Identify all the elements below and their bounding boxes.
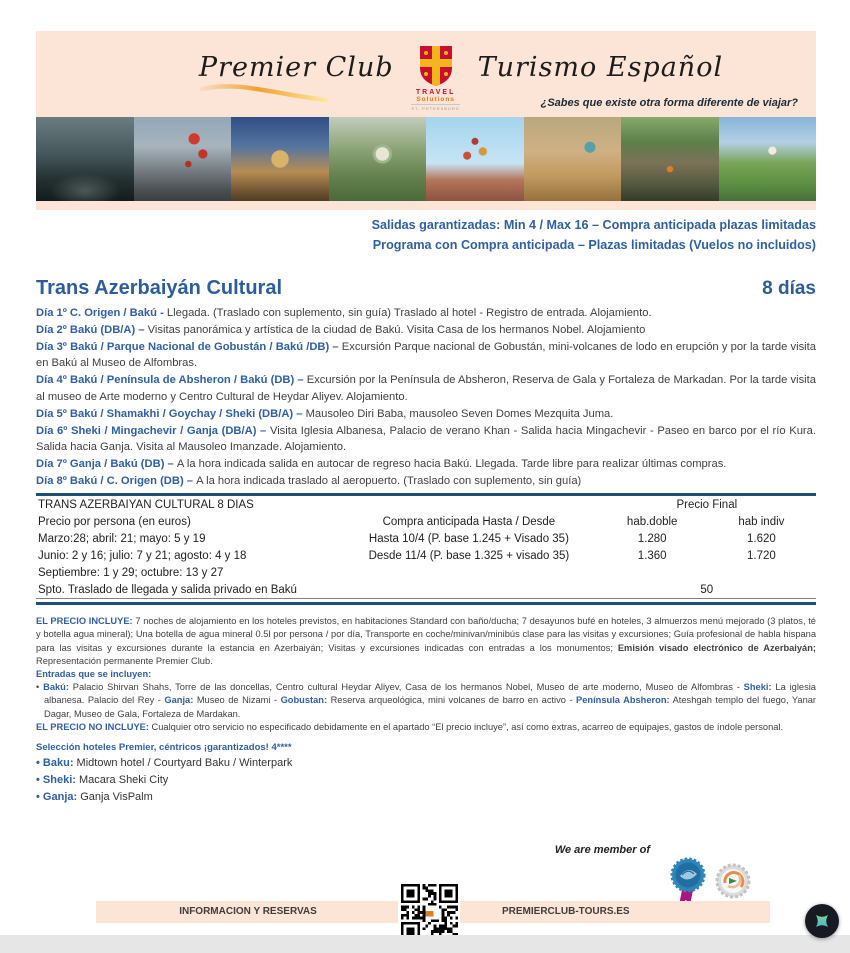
itinerary-day xyxy=(36,322,816,339)
photo-st-basils-cathedral xyxy=(426,117,524,201)
entradas-heading: Entradas que se incluyen: xyxy=(36,669,152,680)
photo-desert-old-city xyxy=(524,117,622,201)
hotel-item xyxy=(36,755,816,772)
bullet-icon: • xyxy=(36,791,43,804)
col-header-persona: Precio por persona (en euros) xyxy=(38,516,191,529)
text-segment: Palacio Shirvan Shahs, Torre de las doncellas, Centro cultural Heydar Aliyev, Casa de los hermanos Nobel, Museo de arte moderno, Museo de Alfombras - xyxy=(68,682,744,693)
entradas-paragraph xyxy=(36,681,816,721)
crest-city-label: ST. PETERSBURG xyxy=(411,106,460,111)
table-row xyxy=(36,514,816,531)
itinerary-day xyxy=(36,372,816,406)
hotels-section xyxy=(36,741,816,806)
photo-hilltop-church-mountains xyxy=(719,117,817,201)
compra-cell: Hasta 10/4 (P. base 1.245 + Visado 35) xyxy=(368,533,569,546)
footer-website-label: PREMIERCLUB-TOURS.ES xyxy=(502,906,630,917)
text-segment: EL PRECIO NO INCLUYE: xyxy=(36,721,152,732)
price-doble-cell: 1.280 xyxy=(637,533,667,546)
col-header-compra: Compra anticipada Hasta / Desde xyxy=(382,516,556,529)
hotel-list xyxy=(36,755,816,806)
hotel-city-label: Ganja: xyxy=(42,791,78,804)
promo-lines xyxy=(36,215,816,255)
qr-code xyxy=(401,884,458,941)
crest-solutions-label: Solutions xyxy=(416,96,455,103)
col-header-indiv: hab indiv xyxy=(738,516,785,529)
table-row xyxy=(36,497,816,514)
price-includes-paragraph xyxy=(36,615,816,668)
hotel-item xyxy=(36,789,816,806)
viewer-background-strip xyxy=(0,935,850,953)
table-row xyxy=(36,548,816,565)
day-description: Visitas panorámica y artística de la ciudad de Bakú. Visita Casa de los hermanos Nobel. Alojamiento xyxy=(147,323,646,336)
brand-name-left: Premier Club xyxy=(198,52,394,83)
table-row xyxy=(36,531,816,548)
photo-fishermen xyxy=(36,117,134,201)
text-segment: Cualquier otro servicio no especificado debidamente en el apartado “El precio incluye”, así como extras, acarreo de equipajes, gastos de índole personal. xyxy=(151,721,784,732)
itinerary-day xyxy=(36,423,816,457)
crest-shield-icon xyxy=(419,45,453,87)
text-segment: Península Absheron: xyxy=(576,695,670,706)
text-segment: Emisión visado electrónico de Azerbaiyán; xyxy=(617,642,816,653)
bullet-icon: • xyxy=(36,774,43,787)
assistant-star-icon xyxy=(811,910,833,932)
photo-temple-ruins-monks xyxy=(621,117,719,201)
itinerary-day xyxy=(36,456,816,473)
membership-badge-blue-icon xyxy=(668,855,708,907)
day-label: Día 1º C. Origen / Bakú - xyxy=(36,307,167,319)
compra-cell: Desde 11/4 (P. base 1.325 + visado 35) xyxy=(368,550,570,563)
day-label: Día 2º Bakú (DB/A) – xyxy=(36,323,148,336)
day-description: Llegada. (Traslado con suplemento, sin guía) Traslado al hotel - Registro de entrada. Alojamiento. xyxy=(166,307,652,319)
member-of-text: We are member of xyxy=(554,844,650,856)
text-segment: 7 noches de alojamiento en los hoteles previstos, en habitaciones Standard con baño/ducha; 7 desayunos bufé en hoteles, 3 almuerzos menú mejorado (3 platos, té y botella agua mineral); Una botella de agua mineral 0.5l por persona / por día, Transporte en coche/minivan/minibús clase para las visitas y excursiones; Guía profesional de habla hispana para las visitas y excursiones durante la estancia en Azerbaiyán; Visitas y excursiones indicadas con entradas a los monumentos; xyxy=(36,616,816,653)
day-description: Mausoleo Diri Baba, mausoleo Seven Domes Mezquita Juma. xyxy=(305,407,614,420)
photo-cathedral-aerial-green xyxy=(329,117,427,201)
supplement-label: Spto. Traslado de llegada y salida privado en Bakú xyxy=(36,582,598,599)
col-header-doble: hab.doble xyxy=(626,516,678,529)
promo-line-2: Programa con Compra anticipada – Plazas limitadas (Vuelos no incluidos) xyxy=(372,238,816,252)
day-description: A la hora indicada salida en autocar de regreso hacia Bakú. Llegada. Tarde libre para realizar últimas compras. xyxy=(176,458,727,471)
promo-line-1: Salidas garantizadas: Min 4 / Max 16 – Compra anticipada plazas limitadas xyxy=(371,218,816,232)
text-segment: Ateshgah templo del fuego, Yanar Dagar, Museo de Gala, Fortaleza de Mardakan. xyxy=(44,695,817,719)
membership-badge-gray-icon xyxy=(714,862,752,900)
title-row xyxy=(36,277,816,300)
table-row xyxy=(36,565,816,582)
price-indiv-cell: 1.620 xyxy=(747,533,776,546)
price-not-includes-paragraph xyxy=(36,721,816,734)
supplement-value: 50 xyxy=(598,582,816,599)
day-label: Día 4º Bakú / Península de Absheron / Bakú (DB) – xyxy=(36,374,307,387)
assistant-floating-button[interactable] xyxy=(805,904,839,938)
price-indiv-cell: 1.720 xyxy=(747,550,776,563)
photo-baku-old-city-dusk xyxy=(231,117,329,201)
hotel-names: Midtown hotel / Courtyard Baku / Winterpark xyxy=(73,757,293,770)
tour-title: Trans Azerbaiyán Cultural xyxy=(36,277,282,299)
photo-strip xyxy=(36,117,816,201)
brand-crest xyxy=(408,45,464,111)
photo-city-wall-red-lanterns xyxy=(134,117,232,201)
text-segment: Sheki: xyxy=(743,682,772,693)
footer-info-label: INFORMACION Y RESERVAS xyxy=(179,906,317,917)
pricing-table xyxy=(36,497,816,600)
day-description: A la hora indicada traslado al aeropuerto. (Traslado con suplemento, sin guía) xyxy=(196,474,582,487)
brochure-document xyxy=(36,31,816,935)
itinerary xyxy=(36,305,816,490)
day-label: Día 3º Bakú / Parque Nacional de Gobustán / Bakú /DB) – xyxy=(36,340,342,353)
hotel-names: Ganja VisPalm xyxy=(77,791,153,804)
hotel-item xyxy=(36,772,816,789)
hotel-city-label: Sheki: xyxy=(42,774,76,787)
table-row-supplement xyxy=(36,582,816,599)
itinerary-day xyxy=(36,339,816,373)
text-segment: • xyxy=(36,682,44,693)
dates-cell: Septiembre: 1 y 29; octubre: 13 y 27 xyxy=(38,567,224,580)
text-segment: EL PRECIO INCLUYE: xyxy=(36,616,136,627)
precio-final-header: Precio Final xyxy=(676,499,738,512)
bullet-icon: • xyxy=(36,757,43,770)
day-label: Día 7º Ganja / Bakú (DB) – xyxy=(36,458,177,471)
itinerary-day xyxy=(36,406,816,423)
text-segment: Gobustan: xyxy=(280,695,328,706)
day-description: Excursión Parque nacional de Gobustán, mini-volcanes de lodo en erupción y por la tarde visita en Bakú al Museo de Alfombras. xyxy=(36,340,816,370)
text-segment: Museo de Nizami - xyxy=(193,695,281,706)
hotel-city-label: Baku: xyxy=(42,757,74,770)
header xyxy=(36,31,816,210)
day-description: Excursión por la Península de Absheron, Reserva de Gala y Fortaleza de Markadan. Por la tarde visita al museo de Arte moderno y Centro Cultural de Heydar Aliyev. Alojamiento. xyxy=(36,374,816,403)
text-segment: Representación permanente Premier Club. xyxy=(36,655,213,666)
hotel-names: Macara Sheki City xyxy=(75,774,169,787)
crest-travel-label: TRAVEL xyxy=(415,89,456,96)
text-segment: Ganja: xyxy=(164,695,194,706)
fineprint xyxy=(36,615,816,734)
day-label: Día 6º Sheki / Mingachevir / Ganja (DB/A) – xyxy=(36,424,270,437)
brand-name-right: Turismo Español xyxy=(477,52,724,83)
hotels-heading: Selección hoteles Premier, céntricos ¡garantizados! 4**** xyxy=(36,742,292,754)
day-label: Día 8º Bakú / C. Origen (DB) – xyxy=(36,474,197,487)
day-description: Visita Iglesia Albanesa, Palacio de verano Khan - Salida hacia Mingachevir - Paseo en barco por el río Kura. Salida hacia Ganja. Visita al Mausoleo Imanzade. Alojamiento. xyxy=(36,424,816,454)
text-segment: Bakú: xyxy=(43,682,69,693)
dates-cell: Junio: 2 y 16; julio: 7 y 21; agosto: 4 y 18 xyxy=(38,550,247,563)
brand-tagline: ¿Sabes que existe otra forma diferente de viajar? xyxy=(540,97,798,109)
tour-duration: 8 días xyxy=(762,278,816,299)
price-doble-cell: 1.360 xyxy=(637,550,667,563)
text-segment: La iglesia albanesa. Palacio del Rey - xyxy=(44,682,816,706)
itinerary-day xyxy=(36,305,816,322)
table-title-cell: TRANS AZERBAIYAN CULTURAL 8 DIAS xyxy=(38,499,254,512)
swoosh-decoration xyxy=(199,83,329,105)
day-label: Día 5º Bakú / Shamakhi / Goychay / Sheki (DB/A) – xyxy=(36,407,306,420)
itinerary-day xyxy=(36,473,816,490)
pricing-table-wrap xyxy=(36,493,816,606)
text-segment: Reserva arqueológica, mini volcanes de barro en activo - xyxy=(327,695,577,706)
dates-cell: Marzo:28; abril: 21; mayo: 5 y 19 xyxy=(38,533,206,546)
